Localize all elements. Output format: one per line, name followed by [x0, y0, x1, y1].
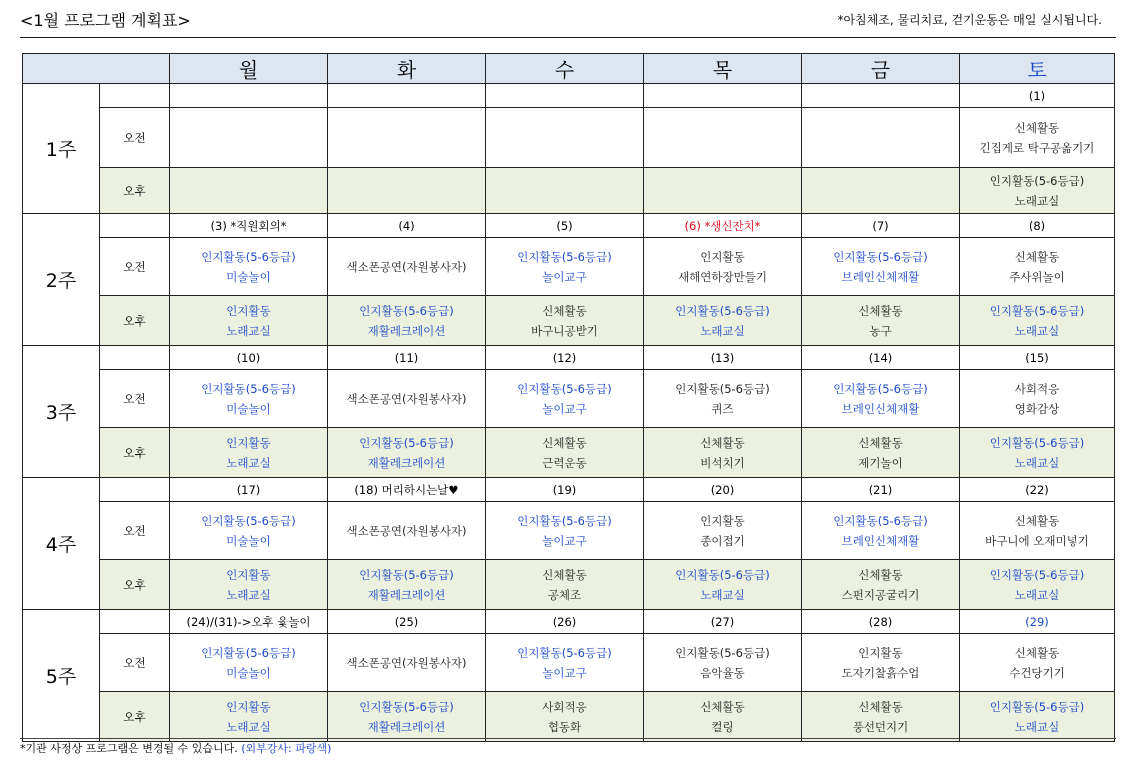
activity-category: 색소폰공연(자원봉사자) [346, 655, 467, 670]
activity-name: 스펀지공굴리기 [841, 587, 920, 602]
activity-cell-am-wed [486, 238, 644, 296]
activity-category: 인지활동 [226, 303, 271, 318]
date-cell-tue [328, 84, 486, 108]
activity-cell-am-thu [644, 502, 802, 560]
date-cell-tue: (11) [328, 346, 486, 370]
activity-cell-am-thu [644, 108, 802, 168]
activity-name: 영화감상 [1014, 401, 1060, 416]
activity-name: 공체조 [547, 587, 582, 602]
date-cell-wed: (5) [486, 214, 644, 238]
date-cell-sat: (15) [960, 346, 1115, 370]
activity-category: 색소폰공연(자원봉사자) [346, 391, 467, 406]
activity-name: 재활레크레이션 [367, 323, 446, 338]
activity-cell-pm-mon [170, 296, 328, 346]
activity-category: 인지활동(5-6등급) [675, 381, 770, 396]
activity-cell-am-sat [960, 238, 1115, 296]
activity-cell-am-fri [802, 634, 960, 692]
slot-blank-cell [100, 478, 170, 502]
activity-cell-pm-sat [960, 296, 1115, 346]
afternoon-label: 오후 [100, 428, 170, 478]
activity-name: 노래교실 [1014, 323, 1060, 338]
activity-category: 신체활동 [700, 699, 745, 714]
afternoon-label: 오후 [100, 560, 170, 610]
activity-category: 신체활동 [700, 435, 745, 450]
activity-cell-am-thu [644, 370, 802, 428]
activity-cell-pm-sat [960, 692, 1115, 742]
activity-category: 인지활동(5-6등급) [201, 381, 296, 396]
activity-cell-am-mon [170, 370, 328, 428]
activity-category: 인지활동(5-6등급) [833, 249, 928, 264]
activity-cell-pm-wed [486, 428, 644, 478]
slot-blank-cell [100, 346, 170, 370]
activity-name: 새해연하장만들기 [678, 269, 767, 284]
activity-name: 놀이교구 [542, 533, 587, 548]
activity-category: 인지활동(5-6등급) [675, 567, 770, 582]
activity-category: 인지활동 [226, 435, 271, 450]
activity-category: 인지활동 [858, 645, 903, 660]
activity-cell-pm-sat [960, 168, 1115, 214]
activity-cell-pm-sat [960, 428, 1115, 478]
activity-category: 인지활동(5-6등급) [201, 249, 296, 264]
week-3-am-row [23, 370, 1115, 428]
week-2-pm-row [23, 296, 1115, 346]
activity-name: 재활레크레이션 [367, 455, 446, 470]
activity-cell-am-wed [486, 108, 644, 168]
activity-name: 풍선던지기 [852, 719, 909, 734]
activity-cell-pm-thu [644, 692, 802, 742]
activity-cell-am-thu [644, 238, 802, 296]
activity-category: 색소폰공연(자원봉사자) [346, 523, 467, 538]
activity-name: 노래교실 [226, 455, 271, 470]
activity-name: 바구니공받기 [531, 323, 598, 338]
activity-cell-am-wed [486, 370, 644, 428]
date-cell-sat: (29) [960, 610, 1115, 634]
activity-name: 음악율동 [700, 665, 745, 680]
activity-name: 노래교실 [700, 587, 745, 602]
date-cell-fri: (21) [802, 478, 960, 502]
day-header-wed: 수 [486, 54, 644, 84]
date-cell-mon: (17) [170, 478, 328, 502]
date-cell-tue: (4) [328, 214, 486, 238]
activity-cell-pm-tue [328, 428, 486, 478]
date-cell-wed [486, 84, 644, 108]
activity-cell-pm-mon [170, 428, 328, 478]
activity-category: 인지활동(5-6등급) [833, 513, 928, 528]
activity-cell-am-fri [802, 370, 960, 428]
date-cell-fri: (14) [802, 346, 960, 370]
activity-category: 인지활동(5-6등급) [517, 513, 612, 528]
week-4-date-row [23, 478, 1115, 502]
activity-name: 미술놀이 [226, 269, 271, 284]
activity-category: 신체활동 [1014, 513, 1060, 528]
day-header-sat: 토 [960, 54, 1115, 84]
day-header-tue: 화 [328, 54, 486, 84]
activity-name: 바구니에 오재미넣기 [985, 533, 1089, 548]
week-label: 1주 [23, 84, 100, 214]
activity-cell-am-mon [170, 238, 328, 296]
activity-category: 인지활동(5-6등급) [201, 513, 296, 528]
week-4-am-row [23, 502, 1115, 560]
date-cell-mon: (24)/(31)->오후 윷놀이 [170, 610, 328, 634]
activity-cell-am-mon [170, 634, 328, 692]
activity-category: 인지활동(5-6등급) [675, 303, 770, 318]
activity-cell-pm-fri [802, 692, 960, 742]
daily-activities-note: *아침체조, 물리치료, 걷기운동은 매일 실시됩니다. [837, 13, 1102, 27]
activity-name: 브레인신체재활 [841, 269, 920, 284]
activity-cell-pm-tue [328, 168, 486, 214]
activity-cell-pm-thu [644, 560, 802, 610]
activity-name: 브레인신체재활 [841, 533, 920, 548]
activity-name: 노래교실 [1014, 455, 1060, 470]
week-4-pm-row [23, 560, 1115, 610]
activity-category: 인지활동(5-6등급) [359, 699, 454, 714]
activity-name: 재활레크레이션 [367, 587, 446, 602]
activity-name: 협동화 [547, 719, 582, 734]
activity-name: 노래교실 [1014, 587, 1060, 602]
activity-cell-pm-mon [170, 168, 328, 214]
activity-cell-pm-tue [328, 692, 486, 742]
activity-category: 신체활동 [858, 303, 903, 318]
activity-name: 도자기찰흙수업 [841, 665, 920, 680]
activity-category: 인지활동(5-6등급) [359, 303, 454, 318]
activity-cell-pm-tue [328, 560, 486, 610]
morning-label: 오전 [100, 502, 170, 560]
activity-category: 신체활동 [858, 699, 903, 714]
activity-category: 인지활동(5-6등급) [517, 381, 612, 396]
activity-name: 미술놀이 [226, 533, 271, 548]
activity-cell-am-tue [328, 634, 486, 692]
activity-cell-pm-mon [170, 560, 328, 610]
activity-cell-am-sat [960, 502, 1115, 560]
activity-category: 인지활동(5-6등급) [833, 381, 928, 396]
week-3-date-row [23, 346, 1115, 370]
day-header-fri: 금 [802, 54, 960, 84]
activity-name: 노래교실 [226, 323, 271, 338]
activity-category: 인지활동(5-6등급) [989, 173, 1085, 188]
activity-name: 종이접기 [700, 533, 745, 548]
week-2-am-row [23, 238, 1115, 296]
morning-label: 오전 [100, 238, 170, 296]
date-cell-tue: (18) 머리하시는날♥ [328, 478, 486, 502]
activity-name: 수건당기기 [1009, 665, 1065, 680]
activity-cell-pm-sat [960, 560, 1115, 610]
corner-cell [23, 54, 170, 84]
activity-cell-am-sat [960, 370, 1115, 428]
date-cell-tue: (25) [328, 610, 486, 634]
activity-name: 퀴즈 [711, 401, 734, 416]
afternoon-label: 오후 [100, 692, 170, 742]
activity-cell-am-fri [802, 502, 960, 560]
activity-category: 인지활동 [226, 567, 271, 582]
activity-cell-pm-tue [328, 296, 486, 346]
week-5-am-row [23, 634, 1115, 692]
slot-blank-cell [100, 610, 170, 634]
week-1-date-row [23, 84, 1115, 108]
activity-cell-am-sat [960, 108, 1115, 168]
change-notice: *기관 사정상 프로그램은 변경될 수 있습니다. [20, 742, 238, 755]
activity-cell-pm-thu [644, 428, 802, 478]
activity-name: 놀이교구 [542, 665, 587, 680]
activity-category: 신체활동 [1014, 120, 1060, 135]
activity-category: 인지활동(5-6등급) [359, 435, 454, 450]
activity-category: 인지활동 [700, 249, 745, 264]
activity-category: 인지활동(5-6등급) [989, 699, 1085, 714]
activity-cell-pm-fri [802, 428, 960, 478]
external-instructor-legend: (외부강사: 파랑색) [241, 742, 332, 755]
activity-cell-pm-wed [486, 168, 644, 214]
day-header-mon: 월 [170, 54, 328, 84]
activity-cell-pm-wed [486, 692, 644, 742]
activity-cell-am-wed [486, 634, 644, 692]
activity-cell-pm-wed [486, 560, 644, 610]
activity-cell-pm-wed [486, 296, 644, 346]
activity-name: 놀이교구 [542, 401, 587, 416]
activity-cell-am-mon [170, 108, 328, 168]
date-cell-wed: (19) [486, 478, 644, 502]
activity-cell-pm-fri [802, 560, 960, 610]
date-cell-thu: (27) [644, 610, 802, 634]
activity-name: 근력운동 [542, 455, 587, 470]
slot-blank-cell [100, 214, 170, 238]
week-3-pm-row [23, 428, 1115, 478]
date-cell-thu: (6) *생신잔치* [644, 214, 802, 238]
day-header-thu: 목 [644, 54, 802, 84]
activity-name: 농구 [869, 323, 892, 338]
activity-category: 색소폰공연(자원봉사자) [346, 259, 467, 274]
title-divider [20, 37, 1116, 38]
date-cell-thu: (20) [644, 478, 802, 502]
activity-name: 주사위놀이 [1009, 269, 1065, 284]
activity-name: 노래교실 [226, 587, 271, 602]
activity-category: 인지활동(5-6등급) [675, 645, 770, 660]
header-row [23, 54, 1115, 84]
activity-category: 인지활동(5-6등급) [989, 567, 1085, 582]
activity-cell-pm-mon [170, 692, 328, 742]
week-label: 4주 [23, 478, 100, 610]
week-1-pm-row [23, 168, 1115, 214]
date-cell-wed: (12) [486, 346, 644, 370]
date-cell-fri: (28) [802, 610, 960, 634]
date-cell-sat: (8) [960, 214, 1115, 238]
activity-cell-am-sat [960, 634, 1115, 692]
activity-name: 노래교실 [1014, 719, 1060, 734]
activity-name: 비석치기 [700, 455, 745, 470]
date-cell-thu [644, 84, 802, 108]
page-title: <1월 프로그램 계획표> [20, 11, 191, 30]
activity-name: 노래교실 [1014, 193, 1060, 208]
date-cell-sat: (1) [960, 84, 1115, 108]
activity-cell-am-fri [802, 108, 960, 168]
activity-category: 신체활동 [858, 567, 903, 582]
activity-name: 미술놀이 [226, 665, 271, 680]
date-cell-mon [170, 84, 328, 108]
date-cell-fri: (7) [802, 214, 960, 238]
week-5-date-row [23, 610, 1115, 634]
activity-cell-pm-fri [802, 296, 960, 346]
week-label: 5주 [23, 610, 100, 742]
schedule-table [22, 53, 1115, 742]
activity-cell-am-tue [328, 108, 486, 168]
activity-name: 컬링 [711, 719, 734, 734]
activity-cell-am-thu [644, 634, 802, 692]
activity-cell-am-fri [802, 238, 960, 296]
activity-category: 인지활동(5-6등급) [359, 567, 454, 582]
activity-cell-am-wed [486, 502, 644, 560]
week-5-pm-row [23, 692, 1115, 742]
activity-category: 신체활동 [858, 435, 903, 450]
activity-category: 신체활동 [1014, 645, 1060, 660]
date-cell-wed: (26) [486, 610, 644, 634]
afternoon-label: 오후 [100, 168, 170, 214]
activity-name: 미술놀이 [226, 401, 271, 416]
slot-blank-cell [100, 84, 170, 108]
activity-name: 브레인신체재활 [841, 401, 920, 416]
date-cell-sat: (22) [960, 478, 1115, 502]
activity-cell-am-tue [328, 238, 486, 296]
activity-name: 재활레크레이션 [367, 719, 446, 734]
activity-cell-am-tue [328, 370, 486, 428]
footer-note [20, 740, 331, 756]
activity-category: 인지활동(5-6등급) [517, 645, 612, 660]
activity-name: 노래교실 [226, 719, 271, 734]
schedule-body [23, 84, 1115, 742]
morning-label: 오전 [100, 108, 170, 168]
morning-label: 오전 [100, 634, 170, 692]
afternoon-label: 오후 [100, 296, 170, 346]
activity-category: 인지활동 [226, 699, 271, 714]
activity-cell-pm-thu [644, 296, 802, 346]
activity-name: 긴집게로 탁구공옮기기 [979, 140, 1095, 155]
activity-category: 인지활동(5-6등급) [517, 249, 612, 264]
activity-category: 신체활동 [1014, 249, 1060, 264]
activity-cell-am-tue [328, 502, 486, 560]
activity-cell-pm-thu [644, 168, 802, 214]
activity-category: 인지활동(5-6등급) [989, 303, 1085, 318]
date-cell-mon: (10) [170, 346, 328, 370]
activity-category: 신체활동 [542, 303, 587, 318]
activity-name: 제기놀이 [858, 455, 903, 470]
date-cell-thu: (13) [644, 346, 802, 370]
activity-category: 신체활동 [542, 435, 587, 450]
activity-category: 인지활동(5-6등급) [201, 645, 296, 660]
activity-name: 놀이교구 [542, 269, 587, 284]
week-1-am-row [23, 108, 1115, 168]
activity-category: 인지활동 [700, 513, 745, 528]
activity-category: 사회적응 [1014, 381, 1060, 396]
week-label: 2주 [23, 214, 100, 346]
activity-category: 인지활동(5-6등급) [989, 435, 1085, 450]
activity-cell-am-mon [170, 502, 328, 560]
activity-category: 사회적응 [542, 699, 587, 714]
footer-divider [20, 738, 1116, 739]
activity-cell-pm-fri [802, 168, 960, 214]
week-label: 3주 [23, 346, 100, 478]
date-cell-fri [802, 84, 960, 108]
week-2-date-row [23, 214, 1115, 238]
activity-name: 노래교실 [700, 323, 745, 338]
date-cell-mon: (3) *직원회의* [170, 214, 328, 238]
morning-label: 오전 [100, 370, 170, 428]
activity-category: 신체활동 [542, 567, 587, 582]
